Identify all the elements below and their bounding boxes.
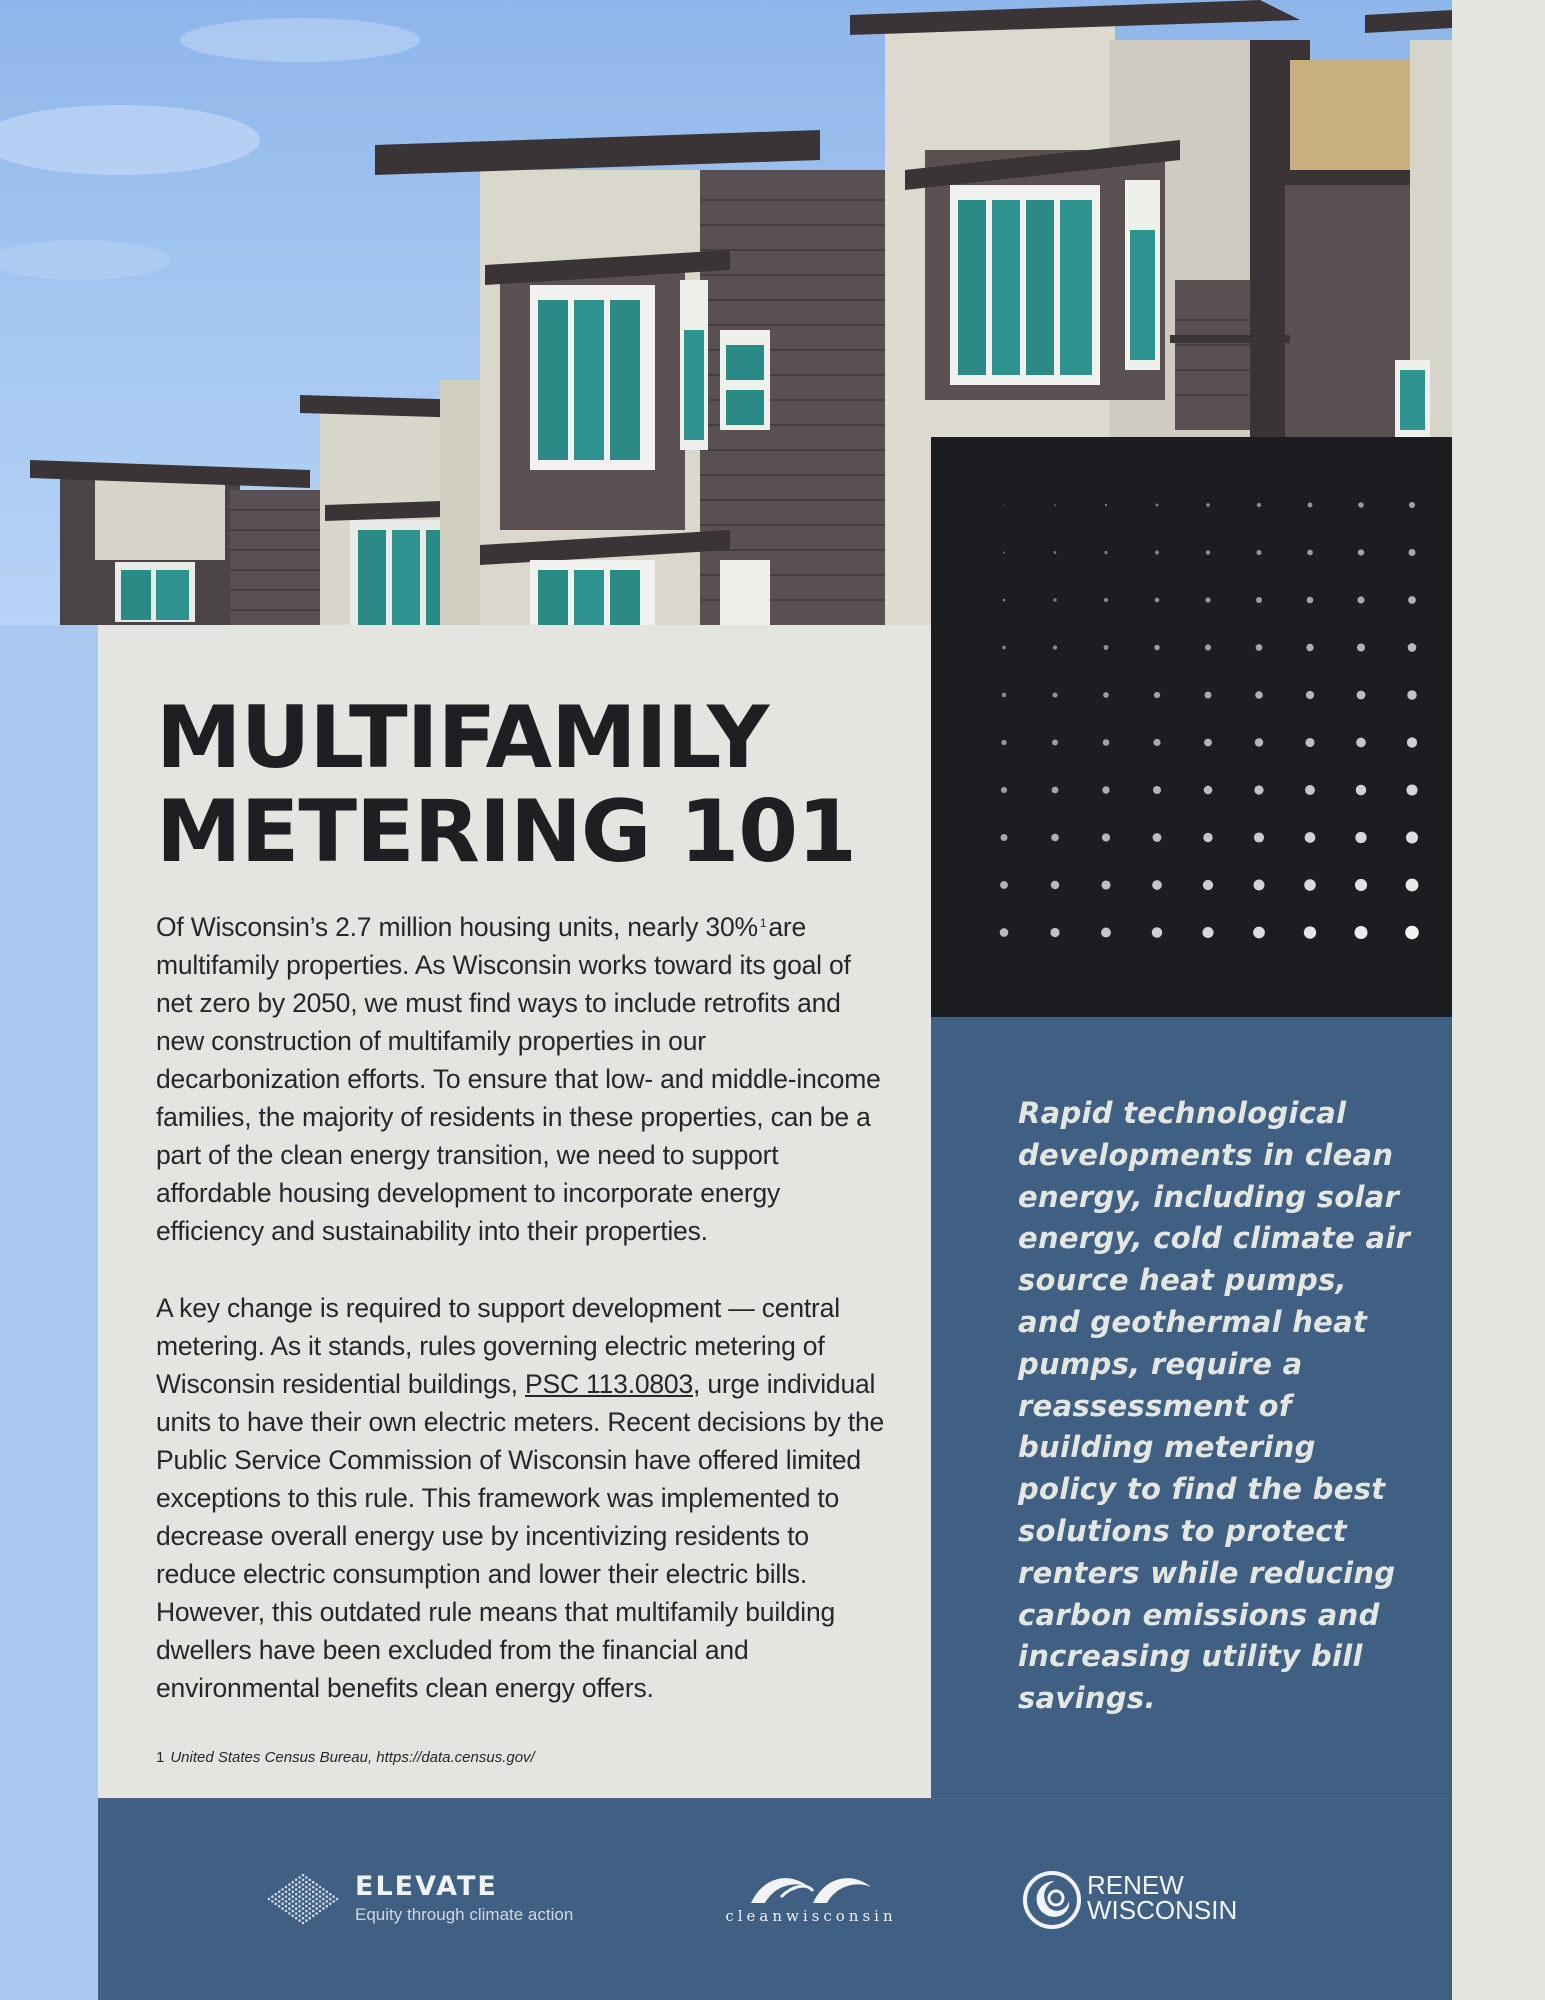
clean-wisconsin-name: cleanwisconsin	[725, 1907, 897, 1925]
pattern-dot	[1105, 504, 1107, 506]
pattern-dot	[1357, 691, 1366, 700]
elevate-dot	[281, 1907, 284, 1910]
pattern-dot	[1154, 692, 1160, 698]
elevate-dot	[315, 1898, 318, 1901]
elevate-dot	[322, 1898, 325, 1901]
pattern-dot	[1406, 832, 1418, 844]
elevate-dot	[319, 1910, 322, 1913]
elevate-dot	[302, 1922, 305, 1925]
pattern-dot	[1152, 880, 1162, 890]
footnote-number: 1	[156, 1749, 165, 1766]
elevate-dot	[312, 1895, 315, 1898]
pattern-dot	[1052, 787, 1059, 794]
pattern-dot	[1052, 692, 1057, 697]
clean-wisconsin-wave-icon	[741, 1867, 881, 1905]
pattern-dot	[1253, 927, 1265, 939]
elevate-dot	[336, 1898, 339, 1901]
elevate-dot	[302, 1898, 305, 1901]
pattern-dot	[1206, 550, 1211, 555]
para2-text-b: , urge individual units to have their own electric meters. Recent decisions by the Public Service Commission of Wisconsin have offered limited exceptions to this rule. This framework was implemented to decrease overall energy use by incentivizing residents to reduce electric consumption and lower their electric bills. However, this outdated rule means that multifamily building dwellers have been excluded from the financial and environmental benefits clean energy offers.	[156, 1369, 885, 1703]
elevate-dot	[285, 1886, 288, 1889]
elevate-dot	[281, 1898, 284, 1901]
pattern-dot	[1409, 549, 1416, 556]
elevate-dot	[305, 1891, 308, 1894]
elevate-dot	[312, 1900, 315, 1903]
elevate-dot	[292, 1881, 295, 1884]
elevate-dot	[281, 1893, 284, 1896]
renew-wisconsin-logo[interactable]	[1023, 1871, 1283, 1931]
pattern-dot	[1104, 645, 1109, 650]
pattern-dot	[1307, 550, 1313, 556]
elevate-name: ELEVATE	[355, 1871, 498, 1902]
elevate-dot	[329, 1893, 332, 1896]
elevate-dot	[305, 1915, 308, 1918]
intro-paragraph	[156, 908, 891, 1250]
elevate-dot	[271, 1895, 274, 1898]
elevate-dot	[315, 1893, 318, 1896]
elevate-dot	[295, 1917, 298, 1920]
page-title	[156, 688, 916, 882]
elevate-dot	[315, 1912, 318, 1915]
dot-grid-panel	[931, 437, 1452, 1017]
elevate-dot	[315, 1903, 318, 1906]
elevate-dot	[281, 1888, 284, 1891]
pattern-dot	[1304, 879, 1316, 891]
elevate-dot	[288, 1893, 291, 1896]
pattern-dot	[1256, 644, 1263, 651]
elevate-dot	[326, 1905, 329, 1908]
metering-paragraph	[156, 1289, 891, 1707]
pattern-dot	[1155, 598, 1160, 603]
para1-text-a: Of Wisconsin’s 2.7 million housing units, nearly 30%	[156, 912, 758, 942]
pull-quote: Rapid technological developments in clean energy, including solar energy, cold climate air source heat pumps, and geothermal heat pumps, require a reassessment of building metering policy to find the best solutions to protect renters while reducing carbon emissions and increasing utility bill savings.	[1018, 1096, 1411, 1716]
elevate-dot	[309, 1893, 312, 1896]
pattern-dot	[1003, 551, 1005, 553]
pattern-dot	[1409, 502, 1415, 508]
footnote	[156, 1749, 535, 1766]
elevate-dot	[288, 1883, 291, 1886]
elevate-dot	[298, 1886, 301, 1889]
elevate-dot	[292, 1895, 295, 1898]
elevate-dot	[288, 1898, 291, 1901]
title-line-2: METERING 101	[156, 782, 856, 882]
elevate-dot	[285, 1895, 288, 1898]
pattern-dot	[1153, 833, 1162, 842]
elevate-dot	[302, 1888, 305, 1891]
pattern-dot	[1306, 691, 1314, 699]
pattern-dot	[1304, 926, 1316, 938]
elevate-dot	[302, 1917, 305, 1920]
pattern-dot	[1003, 599, 1006, 602]
right-margin-strip	[1452, 0, 1545, 2000]
elevate-dot	[295, 1888, 298, 1891]
elevate-dot	[302, 1903, 305, 1906]
footnote-text: United States Census Bureau, https://data.census.gov/	[170, 1749, 535, 1766]
elevate-dot	[295, 1912, 298, 1915]
pattern-dot	[1202, 927, 1213, 938]
elevate-dot	[288, 1903, 291, 1906]
elevate-dot	[302, 1874, 305, 1877]
elevate-dot	[309, 1883, 312, 1886]
pattern-dot	[1254, 785, 1263, 794]
title-line-1: MULTIFAMILY	[156, 688, 769, 788]
renew-line-2: WISCONSIN	[1087, 1895, 1238, 1925]
pattern-dot	[1053, 598, 1056, 601]
pattern-dot	[1254, 832, 1264, 842]
para2-text-a: A key change is required to support development — central metering. As it stands, rules governing electric metering of Wisconsin residential buildings,	[156, 1293, 840, 1399]
pattern-dot	[1204, 739, 1212, 747]
elevate-dot	[326, 1891, 329, 1894]
pattern-dot	[1205, 597, 1210, 602]
elevate-dot	[285, 1910, 288, 1913]
pattern-dot	[1152, 927, 1163, 938]
elevate-dot	[288, 1907, 291, 1910]
elevate-dot	[292, 1910, 295, 1913]
pattern-dot	[1257, 503, 1261, 507]
elevate-dot	[275, 1893, 278, 1896]
elevate-dot	[305, 1881, 308, 1884]
elevate-dot	[305, 1910, 308, 1913]
dot-grid-pattern-icon	[931, 437, 1452, 1017]
elevate-dot	[326, 1900, 329, 1903]
pattern-dot	[1308, 503, 1313, 508]
elevate-dot	[298, 1900, 301, 1903]
pattern-dot	[1355, 926, 1368, 939]
pattern-dot	[1203, 880, 1213, 890]
elevate-dot	[326, 1895, 329, 1898]
pattern-dot	[1357, 643, 1365, 651]
elevate-dot	[295, 1898, 298, 1901]
elevate-dot	[302, 1912, 305, 1915]
pattern-dot	[1204, 786, 1213, 795]
pattern-dot	[1153, 739, 1160, 746]
pattern-dot	[1155, 503, 1158, 506]
elevate-dot	[288, 1912, 291, 1915]
pattern-dot	[1355, 879, 1367, 891]
elevate-dot	[271, 1900, 274, 1903]
pattern-dot	[1001, 834, 1008, 841]
elevate-dot	[305, 1895, 308, 1898]
elevate-dot	[319, 1886, 322, 1889]
footnote-ref[interactable]: 1	[759, 916, 767, 930]
elevate-dot	[268, 1898, 271, 1901]
pattern-dot	[1050, 928, 1059, 937]
elevate-dot	[332, 1900, 335, 1903]
elevate-dot	[319, 1891, 322, 1894]
elevate-dot	[309, 1903, 312, 1906]
elevate-dot	[275, 1898, 278, 1901]
pattern-dot	[1358, 549, 1364, 555]
elevate-dot	[315, 1883, 318, 1886]
psc-rule-link[interactable]: PSC 113.0803	[525, 1369, 694, 1399]
clean-wisconsin-logo[interactable]	[711, 1867, 911, 1937]
elevate-dot	[332, 1895, 335, 1898]
elevate-dot	[285, 1891, 288, 1894]
elevate-dot	[312, 1915, 315, 1918]
renew-wisconsin-swirl-icon	[1023, 1871, 1083, 1931]
elevate-dot	[295, 1893, 298, 1896]
elevate-dot	[309, 1888, 312, 1891]
pattern-dot	[1256, 597, 1262, 603]
pattern-dot	[1305, 832, 1316, 843]
pattern-dot	[1406, 879, 1419, 892]
pattern-dot	[1103, 739, 1110, 746]
elevate-dot	[305, 1905, 308, 1908]
elevate-dot	[319, 1895, 322, 1898]
pattern-dot	[1206, 503, 1210, 507]
pattern-dot	[1104, 598, 1108, 602]
pattern-dot	[1002, 693, 1007, 698]
pattern-dot	[1356, 785, 1367, 796]
pattern-dot	[1001, 787, 1007, 793]
elevate-dot	[322, 1888, 325, 1891]
elevate-dot	[295, 1907, 298, 1910]
elevate-dot	[315, 1888, 318, 1891]
pattern-dot	[1054, 551, 1057, 554]
elevate-dot	[298, 1876, 301, 1879]
elevate-dot	[329, 1898, 332, 1901]
pattern-dot	[1104, 551, 1107, 554]
pattern-dot	[1254, 880, 1265, 891]
content-card	[98, 625, 931, 1798]
pattern-dot	[1154, 645, 1160, 651]
pattern-dot	[1101, 928, 1111, 938]
pattern-dot	[1203, 833, 1212, 842]
elevate-dot	[278, 1895, 281, 1898]
elevate-dot	[309, 1912, 312, 1915]
elevate-dot	[315, 1907, 318, 1910]
elevate-dot	[298, 1905, 301, 1908]
elevate-dot	[298, 1910, 301, 1913]
pattern-dot	[1102, 833, 1110, 841]
elevate-dot	[292, 1886, 295, 1889]
elevate-dot	[309, 1898, 312, 1901]
elevate-dot	[312, 1891, 315, 1894]
pattern-dot	[1255, 738, 1263, 746]
pattern-dot	[1356, 738, 1366, 748]
elevate-dot	[302, 1879, 305, 1882]
elevate-dot	[295, 1883, 298, 1886]
pattern-dot	[1358, 502, 1364, 508]
elevate-dot	[322, 1893, 325, 1896]
pattern-dot	[1205, 644, 1211, 650]
elevate-dot	[298, 1895, 301, 1898]
partner-logos-footer	[98, 1798, 1452, 2000]
elevate-dot	[322, 1907, 325, 1910]
pattern-dot	[1000, 881, 1008, 889]
pull-quote-panel	[931, 1017, 1452, 1798]
elevate-dot	[302, 1907, 305, 1910]
renew-wisconsin-name	[1087, 1870, 1238, 1925]
elevate-dot	[275, 1903, 278, 1906]
elevate-dot	[309, 1907, 312, 1910]
pattern-dot	[1000, 928, 1009, 937]
pattern-dot	[1255, 691, 1263, 699]
pattern-dot	[1256, 550, 1261, 555]
pattern-dot	[1357, 596, 1364, 603]
pattern-dot	[1051, 881, 1059, 889]
pattern-dot	[1002, 646, 1006, 650]
pattern-dot	[1051, 834, 1059, 842]
pattern-dot	[1102, 786, 1109, 793]
elevate-tagline: Equity through climate action	[355, 1905, 574, 1924]
elevate-dot	[305, 1886, 308, 1889]
elevate-dot	[302, 1893, 305, 1896]
elevate-dot	[292, 1915, 295, 1918]
elevate-dot	[305, 1876, 308, 1879]
pattern-dot	[1155, 551, 1159, 555]
renew-line-1: RENEW	[1087, 1870, 1184, 1900]
elevate-dot	[309, 1917, 312, 1920]
elevate-diamond-icon	[263, 1869, 343, 1929]
pattern-dot	[1355, 832, 1366, 843]
pattern-dot	[1054, 504, 1056, 506]
elevate-dot	[319, 1900, 322, 1903]
elevate-dot	[285, 1905, 288, 1908]
elevate-dot	[305, 1900, 308, 1903]
pattern-dot	[1305, 738, 1314, 747]
elevate-dot	[278, 1905, 281, 1908]
elevate-dot	[292, 1900, 295, 1903]
pattern-dot	[1408, 643, 1417, 652]
elevate-dot	[302, 1883, 305, 1886]
pattern-dot	[1053, 645, 1057, 649]
elevate-dot	[319, 1905, 322, 1908]
elevate-dot	[298, 1915, 301, 1918]
elevate-dot	[292, 1905, 295, 1908]
elevate-dot	[278, 1891, 281, 1894]
elevate-dot	[285, 1900, 288, 1903]
pattern-dot	[1306, 644, 1313, 651]
elevate-dot	[288, 1888, 291, 1891]
pattern-dot	[1407, 690, 1416, 699]
elevate-logo[interactable]	[263, 1869, 603, 1929]
pattern-dot	[1003, 504, 1004, 505]
elevate-dot	[298, 1919, 301, 1922]
elevate-dot	[281, 1903, 284, 1906]
pattern-dot	[1052, 740, 1058, 746]
elevate-dot	[312, 1910, 315, 1913]
pattern-dot	[1205, 692, 1212, 699]
pattern-dot	[1307, 597, 1314, 604]
pattern-dot	[1153, 786, 1161, 794]
elevate-dot	[292, 1891, 295, 1894]
pattern-dot	[1407, 737, 1417, 747]
elevate-dot	[278, 1900, 281, 1903]
pattern-dot	[1405, 926, 1419, 940]
elevate-dot	[312, 1905, 315, 1908]
pattern-dot	[1406, 784, 1417, 795]
pattern-dot	[1101, 880, 1110, 889]
elevate-dot	[309, 1879, 312, 1882]
pattern-dot	[1001, 740, 1006, 745]
para1-text-b: are multifamily properties. As Wisconsin works toward its goal of net zero by 2050, we must find ways to include retrofits and new construction of multifamily properties in our decarbonization efforts. To ensure that low- and middle-income families, the majority of residents in these properties, can be a part of the clean energy transition, we need to support affordable housing development to incorporate energy efficiency and sustainability into their properties.	[156, 912, 881, 1246]
elevate-dot	[295, 1879, 298, 1882]
elevate-dot	[312, 1881, 315, 1884]
elevate-dot	[322, 1903, 325, 1906]
elevate-dot	[312, 1886, 315, 1889]
elevate-dot	[295, 1903, 298, 1906]
elevate-dot	[329, 1903, 332, 1906]
pattern-dot	[1305, 785, 1315, 795]
pattern-dot	[1103, 692, 1109, 698]
elevate-dot	[305, 1919, 308, 1922]
elevate-dot	[298, 1891, 301, 1894]
elevate-dot	[298, 1881, 301, 1884]
pattern-dot	[1408, 596, 1416, 604]
